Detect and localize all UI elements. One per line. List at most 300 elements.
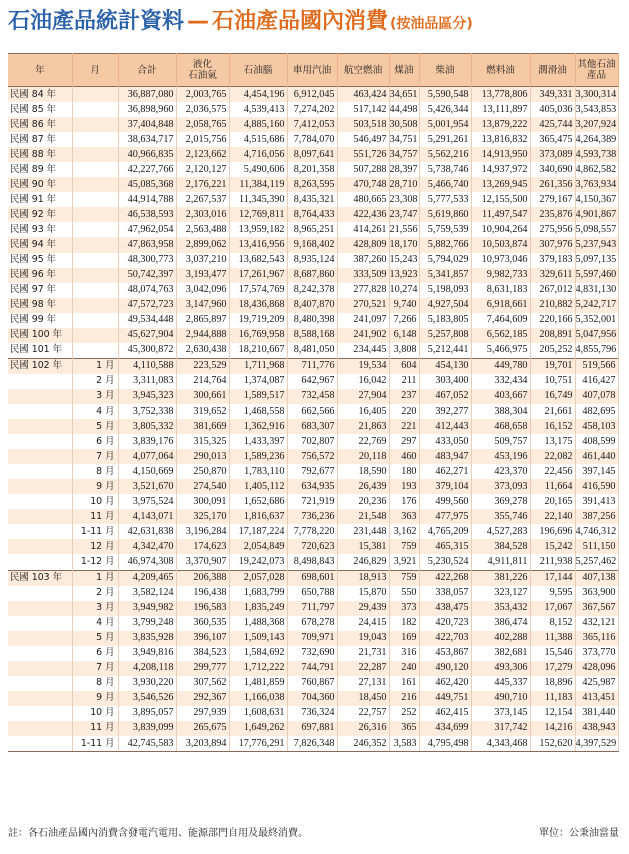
year-cell: [8, 586, 72, 601]
value-cell: 169: [389, 631, 419, 646]
value-cell: 20,236: [337, 494, 389, 509]
value-cell: 373,145: [471, 706, 530, 721]
value-cell: 438,475: [419, 601, 471, 616]
value-cell: 381,669: [176, 419, 229, 434]
value-cell: 8,631,183: [471, 283, 530, 298]
value-cell: 10,503,874: [471, 237, 530, 252]
col-header: 車用汽油: [287, 54, 337, 87]
table-row: [8, 434, 618, 449]
value-cell: 14,216: [530, 721, 575, 736]
value-cell: 384,523: [176, 646, 229, 661]
year-cell: [8, 509, 72, 524]
table-row: [8, 601, 618, 616]
month-cell: [72, 117, 118, 132]
month-cell: [72, 162, 118, 177]
year-cell: 民國 93 年: [8, 222, 72, 237]
value-cell: 18,170: [389, 237, 419, 252]
value-cell: 300,661: [176, 389, 229, 404]
value-cell: 756,572: [287, 449, 337, 464]
table-row: [8, 177, 618, 192]
value-cell: 1,711,968: [229, 358, 287, 374]
month-cell: [72, 222, 118, 237]
value-cell: 5,183,805: [419, 313, 471, 328]
year-cell: 民國 91 年: [8, 192, 72, 207]
value-cell: 21,661: [530, 404, 575, 419]
value-cell: 434,699: [419, 721, 471, 736]
value-cell: 340,690: [530, 162, 575, 177]
value-cell: 4,264,389: [575, 132, 618, 147]
value-cell: 48,074,763: [118, 283, 176, 298]
table-row: [8, 736, 618, 752]
value-cell: 1,433,397: [229, 434, 287, 449]
value-cell: 367,567: [575, 601, 618, 616]
table-header-row: [8, 54, 618, 87]
value-cell: 36,898,960: [118, 102, 176, 117]
table-row: [8, 147, 618, 162]
value-cell: 4,077,064: [118, 449, 176, 464]
year-cell: [8, 464, 72, 479]
table-row: [8, 524, 618, 539]
value-cell: 15,870: [337, 586, 389, 601]
value-cell: 8,687,860: [287, 268, 337, 283]
value-cell: 17,776,291: [229, 736, 287, 752]
month-cell: 4 月: [72, 404, 118, 419]
value-cell: 3,839,099: [118, 721, 176, 736]
value-cell: 18,210,667: [229, 343, 287, 359]
value-cell: 5,794,029: [419, 253, 471, 268]
value-cell: 13,879,222: [471, 117, 530, 132]
title-main: 石油產品統計資料: [8, 9, 185, 34]
value-cell: 16,152: [530, 419, 575, 434]
table-row: [8, 479, 618, 494]
value-cell: 407,138: [575, 570, 618, 586]
value-cell: 3,583: [389, 736, 419, 752]
col-header: 柴油: [419, 54, 471, 87]
value-cell: 423,370: [471, 464, 530, 479]
value-cell: 18,436,868: [229, 298, 287, 313]
consumption-table: [8, 53, 619, 752]
value-cell: 7,826,348: [287, 736, 337, 752]
table-row: [8, 494, 618, 509]
value-cell: 13,175: [530, 434, 575, 449]
table-row: [8, 661, 618, 676]
value-cell: 2,176,221: [176, 177, 229, 192]
month-cell: [72, 147, 118, 162]
value-cell: 193: [389, 479, 419, 494]
table-row: [8, 419, 618, 434]
value-cell: 462,420: [419, 676, 471, 691]
value-cell: 216: [389, 691, 419, 706]
value-cell: 5,426,344: [419, 102, 471, 117]
value-cell: 678,278: [287, 616, 337, 631]
value-cell: 490,120: [419, 661, 471, 676]
value-cell: 4,343,468: [471, 736, 530, 752]
value-cell: 711,797: [287, 601, 337, 616]
value-cell: 4,593,738: [575, 147, 618, 162]
value-cell: 250,870: [176, 464, 229, 479]
value-cell: 4,901,867: [575, 207, 618, 222]
value-cell: 2,865,897: [176, 313, 229, 328]
value-cell: 16,769,958: [229, 328, 287, 343]
value-cell: 37,404,848: [118, 117, 176, 132]
table-row: [8, 253, 618, 268]
month-cell: [72, 328, 118, 343]
month-cell: 5 月: [72, 419, 118, 434]
value-cell: 5,590,548: [419, 87, 471, 103]
value-cell: 732,690: [287, 646, 337, 661]
value-cell: 2,058,765: [176, 117, 229, 132]
table-row: [8, 358, 618, 374]
value-cell: 1,405,112: [229, 479, 287, 494]
value-cell: 438,943: [575, 721, 618, 736]
value-cell: 373,089: [530, 147, 575, 162]
value-cell: 369,278: [471, 494, 530, 509]
value-cell: 297,939: [176, 706, 229, 721]
value-cell: 4,539,413: [229, 102, 287, 117]
month-cell: [72, 87, 118, 103]
value-cell: 10,751: [530, 374, 575, 389]
value-cell: 45,300,872: [118, 343, 176, 359]
value-cell: 16,749: [530, 389, 575, 404]
value-cell: 270,521: [337, 298, 389, 313]
table-row: [8, 389, 618, 404]
month-cell: [72, 207, 118, 222]
value-cell: 34,757: [389, 147, 419, 162]
value-cell: 480,665: [337, 192, 389, 207]
value-cell: 517,142: [337, 102, 389, 117]
value-cell: 9,740: [389, 298, 419, 313]
value-cell: 24,415: [337, 616, 389, 631]
table-row: [8, 328, 618, 343]
table-row: [8, 162, 618, 177]
value-cell: 17,067: [530, 601, 575, 616]
value-cell: 4,150,669: [118, 464, 176, 479]
value-cell: 161: [389, 676, 419, 691]
value-cell: 50,742,397: [118, 268, 176, 283]
value-cell: 792,677: [287, 464, 337, 479]
table-row: [8, 404, 618, 419]
value-cell: 5,738,746: [419, 162, 471, 177]
value-cell: 20,165: [530, 494, 575, 509]
month-cell: 10 月: [72, 494, 118, 509]
value-cell: 14,913,950: [471, 147, 530, 162]
month-cell: 2 月: [72, 586, 118, 601]
value-cell: 397,145: [575, 464, 618, 479]
value-cell: 2,057,028: [229, 570, 287, 586]
year-cell: 民國 90 年: [8, 177, 72, 192]
value-cell: 428,096: [575, 661, 618, 676]
value-cell: 18,896: [530, 676, 575, 691]
table-body: [8, 87, 618, 752]
value-cell: 407,078: [575, 389, 618, 404]
value-cell: 211,938: [530, 554, 575, 570]
value-cell: 246,829: [337, 554, 389, 570]
value-cell: 363: [389, 509, 419, 524]
value-cell: 20,118: [337, 449, 389, 464]
value-cell: 210,882: [530, 298, 575, 313]
value-cell: 15,243: [389, 253, 419, 268]
value-cell: 27,131: [337, 676, 389, 691]
table-row: [8, 313, 618, 328]
value-cell: 290,013: [176, 449, 229, 464]
month-cell: 7 月: [72, 661, 118, 676]
value-cell: 319,652: [176, 404, 229, 419]
value-cell: 26,439: [337, 479, 389, 494]
value-cell: 174,623: [176, 539, 229, 554]
value-cell: 5,230,524: [419, 554, 471, 570]
value-cell: 634,935: [287, 479, 337, 494]
footnote: 註：各石油產品國內消費含發電汽電用、能源部門自用及最終消費。: [8, 828, 308, 839]
year-cell: 民國 102 年: [8, 358, 72, 374]
year-cell: 民國 88 年: [8, 147, 72, 162]
value-cell: 42,745,583: [118, 736, 176, 752]
year-cell: [8, 404, 72, 419]
value-cell: 11,497,547: [471, 207, 530, 222]
value-cell: 499,560: [419, 494, 471, 509]
value-cell: 220: [389, 404, 419, 419]
value-cell: 46,974,308: [118, 554, 176, 570]
table-row: [8, 539, 618, 554]
value-cell: 34,751: [389, 132, 419, 147]
value-cell: 5,490,606: [229, 162, 287, 177]
value-cell: 704,360: [287, 691, 337, 706]
value-cell: 7,464,609: [471, 313, 530, 328]
value-cell: 445,337: [471, 676, 530, 691]
value-cell: 4,927,504: [419, 298, 471, 313]
value-cell: 299,777: [176, 661, 229, 676]
value-cell: 11,384,119: [229, 177, 287, 192]
value-cell: 18,590: [337, 464, 389, 479]
value-cell: 21,548: [337, 509, 389, 524]
value-cell: 3,543,853: [575, 102, 618, 117]
year-cell: 民國 99 年: [8, 313, 72, 328]
year-cell: [8, 616, 72, 631]
value-cell: 3,805,332: [118, 419, 176, 434]
value-cell: 3,546,526: [118, 691, 176, 706]
value-cell: 416,427: [575, 374, 618, 389]
value-cell: 1,374,087: [229, 374, 287, 389]
value-cell: 3,582,124: [118, 586, 176, 601]
value-cell: 17,279: [530, 661, 575, 676]
value-cell: 7,266: [389, 313, 419, 328]
value-cell: 275,956: [530, 222, 575, 237]
value-cell: 10,973,046: [471, 253, 530, 268]
value-cell: 4,795,498: [419, 736, 471, 752]
value-cell: 2,003,765: [176, 87, 229, 103]
table-row: [8, 706, 618, 721]
value-cell: 231,448: [337, 524, 389, 539]
value-cell: 4,911,811: [471, 554, 530, 570]
year-cell: [8, 676, 72, 691]
value-cell: 8,480,398: [287, 313, 337, 328]
value-cell: 1,816,637: [229, 509, 287, 524]
value-cell: 470,748: [337, 177, 389, 192]
value-cell: 15,381: [337, 539, 389, 554]
value-cell: 6,562,185: [471, 328, 530, 343]
value-cell: 384,528: [471, 539, 530, 554]
value-cell: 449,780: [471, 358, 530, 374]
value-cell: 42,227,766: [118, 162, 176, 177]
value-cell: 196,438: [176, 586, 229, 601]
value-cell: 5,466,740: [419, 177, 471, 192]
value-cell: 206,388: [176, 570, 229, 586]
value-cell: 4,150,367: [575, 192, 618, 207]
value-cell: 27,904: [337, 389, 389, 404]
value-cell: 4,885,160: [229, 117, 287, 132]
value-cell: 4,527,283: [471, 524, 530, 539]
month-cell: [72, 283, 118, 298]
value-cell: 642,967: [287, 374, 337, 389]
value-cell: 36,887,080: [118, 87, 176, 103]
value-cell: 5,212,441: [419, 343, 471, 359]
value-cell: 1,783,110: [229, 464, 287, 479]
value-cell: 467,052: [419, 389, 471, 404]
value-cell: 1,652,686: [229, 494, 287, 509]
value-cell: 22,757: [337, 706, 389, 721]
value-cell: 182: [389, 616, 419, 631]
value-cell: 396,107: [176, 631, 229, 646]
year-cell: 民國 98 年: [8, 298, 72, 313]
table-row: [8, 374, 618, 389]
value-cell: 414,261: [337, 222, 389, 237]
year-cell: [8, 721, 72, 736]
value-cell: 5,242,717: [575, 298, 618, 313]
value-cell: 2,267,537: [176, 192, 229, 207]
value-cell: 373,093: [471, 479, 530, 494]
month-cell: [72, 313, 118, 328]
year-cell: [8, 661, 72, 676]
year-cell: 民國 94 年: [8, 237, 72, 252]
month-cell: 1-12 月: [72, 554, 118, 570]
table-row: [8, 207, 618, 222]
year-cell: [8, 494, 72, 509]
value-cell: 3,975,524: [118, 494, 176, 509]
table-row: [8, 449, 618, 464]
table-row: [8, 631, 618, 646]
value-cell: 449,751: [419, 691, 471, 706]
value-cell: 453,867: [419, 646, 471, 661]
value-cell: 13,111,897: [471, 102, 530, 117]
value-cell: 10,904,264: [471, 222, 530, 237]
value-cell: 6,148: [389, 328, 419, 343]
value-cell: 13,816,832: [471, 132, 530, 147]
value-cell: 4,143,071: [118, 509, 176, 524]
value-cell: 3,945,323: [118, 389, 176, 404]
value-cell: 381,226: [471, 570, 530, 586]
value-cell: 732,458: [287, 389, 337, 404]
value-cell: 3,193,477: [176, 268, 229, 283]
col-header: 年: [8, 54, 72, 87]
table-row: [8, 509, 618, 524]
table-row: [8, 646, 618, 661]
year-cell: [8, 691, 72, 706]
value-cell: 3,930,220: [118, 676, 176, 691]
table-row: [8, 87, 618, 103]
value-cell: 8,965,251: [287, 222, 337, 237]
value-cell: 3,752,338: [118, 404, 176, 419]
year-cell: [8, 601, 72, 616]
value-cell: 315,325: [176, 434, 229, 449]
year-cell: [8, 539, 72, 554]
value-cell: 463,424: [337, 87, 389, 103]
value-cell: 1,712,222: [229, 661, 287, 676]
value-cell: 279,167: [530, 192, 575, 207]
value-cell: 1,649,262: [229, 721, 287, 736]
value-cell: 10,274: [389, 283, 419, 298]
month-cell: 11 月: [72, 721, 118, 736]
value-cell: 355,746: [471, 509, 530, 524]
value-cell: 3,370,907: [176, 554, 229, 570]
col-header: 燃料油: [471, 54, 530, 87]
value-cell: 5,097,135: [575, 253, 618, 268]
value-cell: 387,256: [575, 509, 618, 524]
value-cell: 22,140: [530, 509, 575, 524]
value-cell: 15,546: [530, 646, 575, 661]
value-cell: 5,759,539: [419, 222, 471, 237]
value-cell: 2,054,849: [229, 539, 287, 554]
month-cell: 3 月: [72, 389, 118, 404]
value-cell: 47,572,723: [118, 298, 176, 313]
value-cell: 4,862,582: [575, 162, 618, 177]
value-cell: 8,097,641: [287, 147, 337, 162]
value-cell: 349,331: [530, 87, 575, 103]
value-cell: 12,155,500: [471, 192, 530, 207]
value-cell: 5,237,943: [575, 237, 618, 252]
value-cell: 697,881: [287, 721, 337, 736]
value-cell: 17,144: [530, 570, 575, 586]
value-cell: 21,863: [337, 419, 389, 434]
value-cell: 425,744: [530, 117, 575, 132]
month-cell: [72, 343, 118, 359]
value-cell: 5,047,956: [575, 328, 618, 343]
col-header: 月: [72, 54, 118, 87]
title-qualifier: (按油品區分): [390, 16, 473, 32]
value-cell: 412,443: [419, 419, 471, 434]
value-cell: 237: [389, 389, 419, 404]
value-cell: 235,876: [530, 207, 575, 222]
value-cell: 12,769,811: [229, 207, 287, 222]
month-cell: [72, 253, 118, 268]
value-cell: 208,891: [530, 328, 575, 343]
value-cell: 6,918,661: [471, 298, 530, 313]
value-cell: 9,168,402: [287, 237, 337, 252]
value-cell: 8,481,050: [287, 343, 337, 359]
value-cell: 759: [389, 539, 419, 554]
value-cell: 7,412,053: [287, 117, 337, 132]
value-cell: 3,763,934: [575, 177, 618, 192]
col-header: 合計: [118, 54, 176, 87]
value-cell: 303,400: [419, 374, 471, 389]
value-cell: 19,534: [337, 358, 389, 374]
year-cell: [8, 706, 72, 721]
value-cell: 47,962,054: [118, 222, 176, 237]
year-cell: [8, 419, 72, 434]
value-cell: 292,367: [176, 691, 229, 706]
value-cell: 307,976: [530, 237, 575, 252]
value-cell: 265,675: [176, 721, 229, 736]
title-sub: 石油產品國內消費: [212, 9, 389, 34]
value-cell: 338,057: [419, 586, 471, 601]
value-cell: 551,726: [337, 147, 389, 162]
value-cell: 388,304: [471, 404, 530, 419]
value-cell: 11,664: [530, 479, 575, 494]
value-cell: 4,110,588: [118, 358, 176, 374]
value-cell: 8,764,433: [287, 207, 337, 222]
value-cell: 5,466,975: [471, 343, 530, 359]
value-cell: 5,777,533: [419, 192, 471, 207]
value-cell: 365: [389, 721, 419, 736]
value-cell: 1,362,916: [229, 419, 287, 434]
